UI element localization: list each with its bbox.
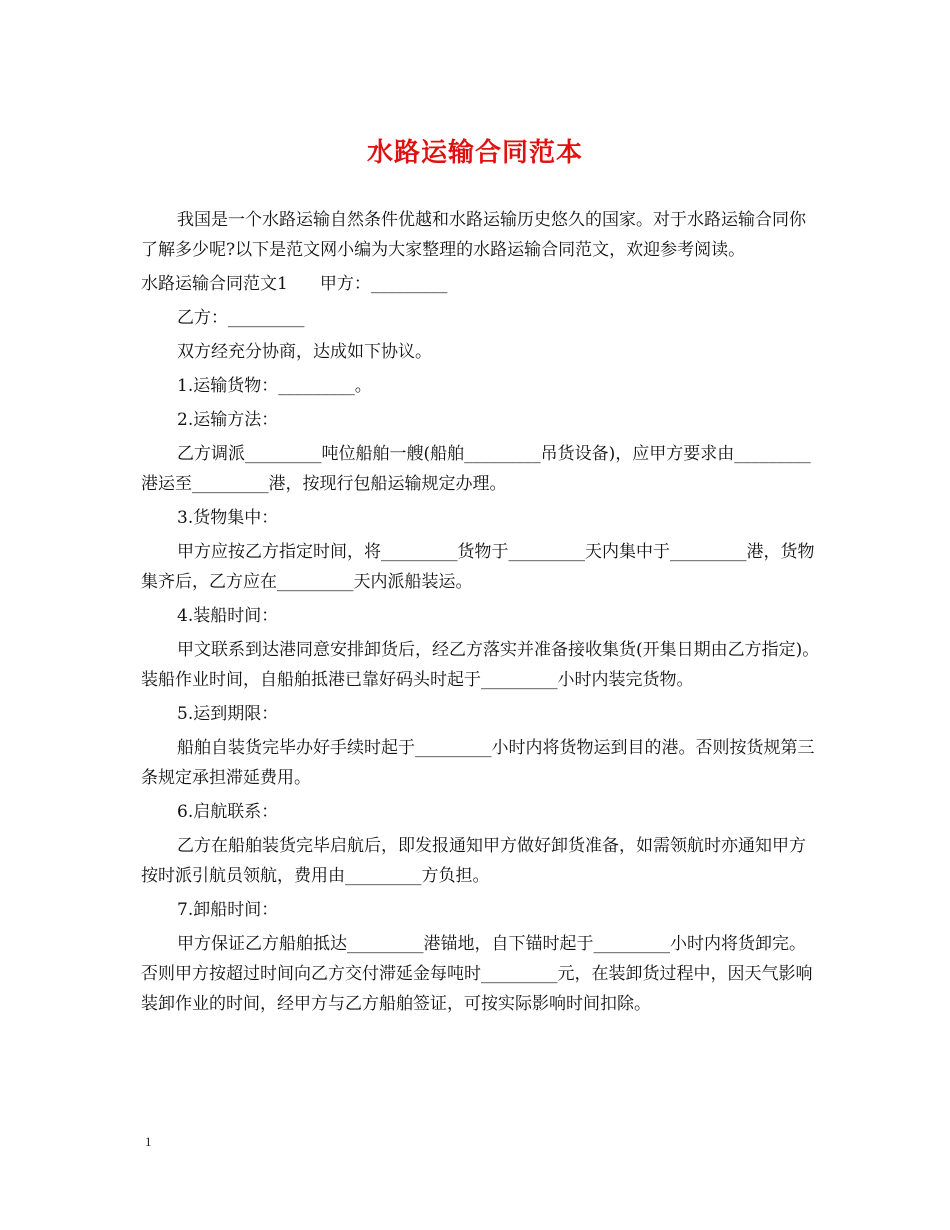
section-body: 甲方保证乙方船舶抵达_________港锚地，自下锚时起于_________小时内将货卸完。否则甲方按超过时间向乙方交付滞延金每吨时_________元，在装卸货过程中，因天气影响装卸作业的时间，经甲方与乙方船舶签证，可按实际影响时间扣除。 — [141, 934, 813, 1014]
section-body: 乙方在船舶装货完毕启航后，即发报通知甲方做好卸货准备，如需领航时亦通知甲方按时派引航员领航，费用由_________方负担。 — [141, 836, 806, 886]
section-heading: 1.运输货物：_________。 — [177, 376, 372, 396]
section-body: 乙方调派_________吨位船舶一艘(船舶_________吊货设备)，应甲方要求由_________港运至_________港，按现行包船运输规定办理。 — [141, 444, 811, 494]
section-heading: 2.运输方法： — [177, 410, 279, 430]
section-body: 甲文联系到达港同意安排卸货后，经乙方落实并准备接收集货(开集日期由乙方指定)。装船作业时间，自船舶抵港已靠好码头时起于_________小时内装完货物。 — [141, 640, 820, 690]
section-heading: 5.运到期限： — [177, 704, 279, 724]
document-title: 水路运输合同范本 — [366, 138, 583, 168]
section-heading: 3.货物集中： — [177, 508, 279, 528]
party-a-line: 甲方：_________ — [319, 274, 448, 294]
agreement-line: 双方经充分协商，达成如下协议。 — [177, 342, 432, 362]
intro-paragraph: 我国是一个水路运输自然条件优越和水路运输历史悠久的国家。对于水路运输合同你了解多少呢?以下是范文网小编为大家整理的水路运输合同范文，欢迎参考阅读。 — [141, 210, 806, 260]
page-number: 1 — [145, 1134, 152, 1149]
sample-heading-line — [141, 269, 821, 299]
section-heading: 4.装船时间： — [177, 606, 279, 626]
section-heading: 6.启航联系： — [177, 802, 279, 822]
section-heading: 7.卸船时间： — [177, 900, 279, 920]
party-b-line: 乙方：_________ — [177, 308, 305, 328]
document-body — [141, 205, 821, 1023]
sample-heading: 水路运输合同范文1 — [141, 274, 288, 294]
section-body: 甲方应按乙方指定时间，将_________货物于_________天内集中于_________港，货物集齐后，乙方应在_________天内派船装运。 — [141, 542, 815, 592]
section-body: 船舶自装货完毕办好手续时起于_________小时内将货物运到目的港。否则按货规第三条规定承担滞延费用。 — [141, 738, 815, 788]
